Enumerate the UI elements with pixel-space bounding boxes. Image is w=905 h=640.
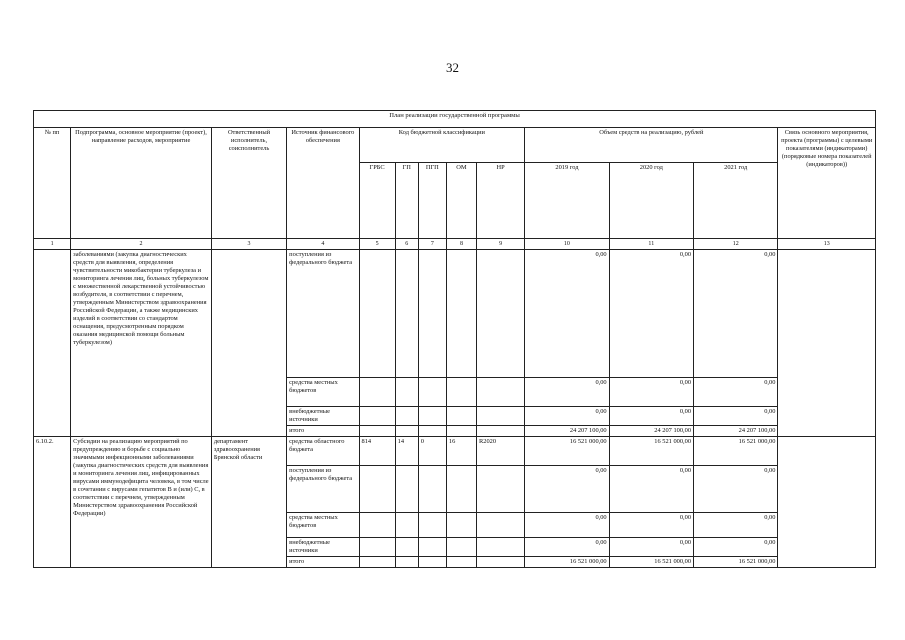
header-np: НР (477, 163, 525, 239)
executor-cell: департамент здравоохранения Брянской области (211, 437, 286, 568)
value-2021: 0,00 (694, 378, 778, 407)
program-plan-table (33, 110, 876, 568)
total-2021: 16 521 000,00 (694, 557, 778, 568)
source-cell-total: итого (287, 426, 359, 437)
col-number: 4 (287, 239, 359, 250)
total-2020: 16 521 000,00 (609, 557, 693, 568)
row-number (34, 250, 71, 437)
value-2020: 0,00 (609, 407, 693, 426)
value-2020: 16 521 000,00 (609, 437, 693, 466)
source-cell: внебюджетные источники (287, 538, 359, 557)
value-2021: 0,00 (694, 250, 778, 378)
source-cell-total: итого (287, 557, 359, 568)
source-cell: средства областного бюджета (287, 437, 359, 466)
col-number: 1 (34, 239, 71, 250)
col-number: 10 (525, 239, 609, 250)
col-number: 8 (446, 239, 476, 250)
value-2021: 0,00 (694, 407, 778, 426)
value-2020: 0,00 (609, 250, 693, 378)
col-number: 9 (477, 239, 525, 250)
value-2019: 16 521 000,00 (525, 437, 609, 466)
total-2021: 24 207 100,00 (694, 426, 778, 437)
total-2019: 24 207 100,00 (525, 426, 609, 437)
header-executor: Ответственный исполнитель, соисполнитель (211, 128, 286, 239)
header-om: ОМ (446, 163, 476, 239)
value-2019: 0,00 (525, 250, 609, 378)
value-2021: 0,00 (694, 513, 778, 538)
source-cell: поступления из федерального бюджета (287, 466, 359, 513)
total-2020: 24 207 100,00 (609, 426, 693, 437)
table-title: План реализации государственной программы (34, 111, 876, 128)
header-pgp: ПГП (418, 163, 446, 239)
value-2020: 0,00 (609, 466, 693, 513)
grbs-cell: 814 (359, 437, 395, 466)
value-2020: 0,00 (609, 378, 693, 407)
gp-cell: 14 (395, 437, 418, 466)
value-2019: 0,00 (525, 407, 609, 426)
source-cell: поступления из федерального бюджета (287, 250, 359, 378)
om-cell: 16 (446, 437, 476, 466)
col-number: 7 (418, 239, 446, 250)
total-2019: 16 521 000,00 (525, 557, 609, 568)
value-2021: 16 521 000,00 (694, 437, 778, 466)
indicator-link-cell (778, 437, 876, 568)
header-grbs: ГРБС (359, 163, 395, 239)
col-number: 12 (694, 239, 778, 250)
header-2020: 2020 год (609, 163, 693, 239)
col-number: 6 (395, 239, 418, 250)
header-gp: ГП (395, 163, 418, 239)
executor-cell (211, 250, 286, 437)
row-number: 6.10.2. (34, 437, 71, 568)
header-volume: Объем средств на реализацию, рублей (525, 128, 778, 163)
indicator-link-cell (778, 250, 876, 437)
measure-description: Субсидии на реализацию мероприятий по предупреждению и борьбе с социально значимыми инфекционными заболеваниями (закупка диагностических средств для выявления и мониторинга лечения лиц, инфицированных вирусами иммунодефицита человека, в том числе в сочетании с вирусами гепатитов В и (или) С, в соответствии с перечнем, утвержденным Министерством здравоохранения Российской Федерации) (71, 437, 212, 568)
header-budget-code: Код бюджетной классификации (359, 128, 525, 163)
header-link: Связь основного мероприятия, проекта (программы) с целевыми показателями (индикаторами) (порядковые номера показателей (индикаторов)) (778, 128, 876, 239)
pgp-cell: 0 (418, 437, 446, 466)
table-row (34, 250, 876, 378)
col-number: 13 (778, 239, 876, 250)
page-number: 32 (446, 60, 459, 75)
col-number: 5 (359, 239, 395, 250)
table-row (34, 437, 876, 466)
np-cell: R2020 (477, 437, 525, 466)
measure-description: заболеваниями (закупка диагностических средств для выявления, определения чувствительности микобактерии туберкулеза и мониторинга лечения лиц, больных туберкулезом с множественной лекарственной устойчивостью возбудителя, в соответствии с перечнем, утвержденным Министерством здравоохранения Российской Федерации, а также медицинских изделий в соответствии со стандартом оснащения, предусмотренным порядком оказания медицинской помощи больным туберкулезом) (71, 250, 212, 437)
col-number: 3 (211, 239, 286, 250)
value-2019: 0,00 (525, 378, 609, 407)
value-2020: 0,00 (609, 513, 693, 538)
source-cell: средства местных бюджетов (287, 378, 359, 407)
header-2021: 2021 год (694, 163, 778, 239)
value-2019: 0,00 (525, 513, 609, 538)
value-2021: 0,00 (694, 466, 778, 513)
header-no: № пп (34, 128, 71, 239)
col-number: 11 (609, 239, 693, 250)
col-number: 2 (71, 239, 212, 250)
header-subprogram: Подпрограмма, основное мероприятие (проект), направление расходов, мероприятие (71, 128, 212, 239)
source-cell: внебюджетные источники (287, 407, 359, 426)
header-2019: 2019 год (525, 163, 609, 239)
value-2019: 0,00 (525, 538, 609, 557)
header-source: Источник финансового обеспечения (287, 128, 359, 239)
value-2020: 0,00 (609, 538, 693, 557)
value-2021: 0,00 (694, 538, 778, 557)
value-2019: 0,00 (525, 466, 609, 513)
source-cell: средства местных бюджетов (287, 513, 359, 538)
